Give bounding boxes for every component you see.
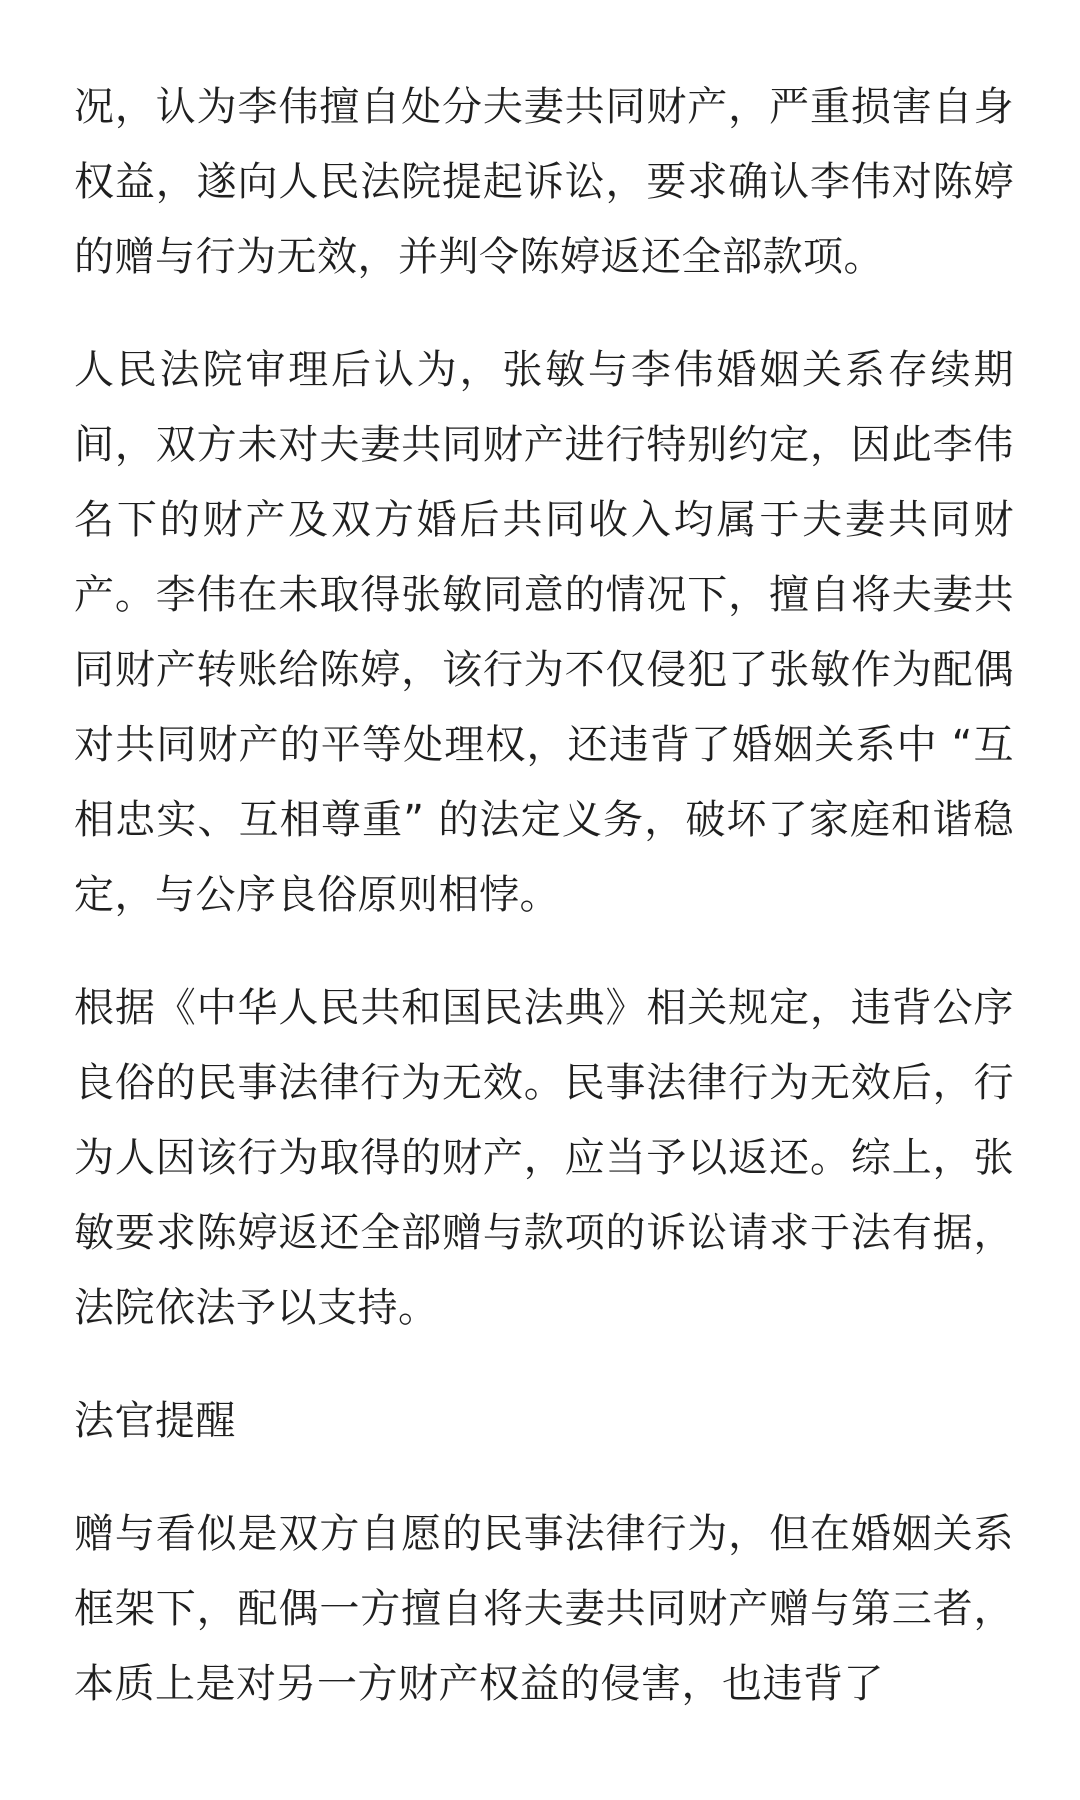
paragraph-judge-reminder: 赠与看似是双方自愿的民事法律行为，但在婚姻关系框架下，配偶一方擅自将夫妻共同财产赠与第三者，本质上是对另一方财产权益的侵害，也违背了 [74,1511,1014,1707]
paragraph-court-reasoning: 人民法院审理后认为，张敏与李伟婚姻关系存续期间，双方未对夫妻共同财产进行特别约定，因此李伟名下的财产及双方婚后共同收入均属于夫妻共同财产。李伟在未取得张敏同意的情况下，擅自将夫妻共同财产转账给陈婷，该行为不仅侵犯了张敏作为配偶对共同财产的平等处理权，还违背了婚姻关系中 “互相忠实、互相尊重” 的法定义务，破坏了家庭和谐稳定，与公序良俗原则相悖。 [74,347,1014,918]
section-heading-judge-reminder: 法官提醒 [74,1398,236,1444]
paragraph-case-background: 况，认为李伟擅自处分夫妻共同财产，严重损害自身权益，遂向人民法院提起诉讼，要求确认李伟对陈婷的赠与行为无效，并判令陈婷返还全部款项。 [74,84,1014,280]
article-body [74,70,1014,1760]
paragraph-legal-basis: 根据《中华人民共和国民法典》相关规定，违背公序良俗的民事法律行为无效。民事法律行为无效后，行为人因该行为取得的财产，应当予以返还。综上，张敏要求陈婷返还全部赠与款项的诉讼请求于法有据，法院依法予以支持。 [74,985,1014,1331]
